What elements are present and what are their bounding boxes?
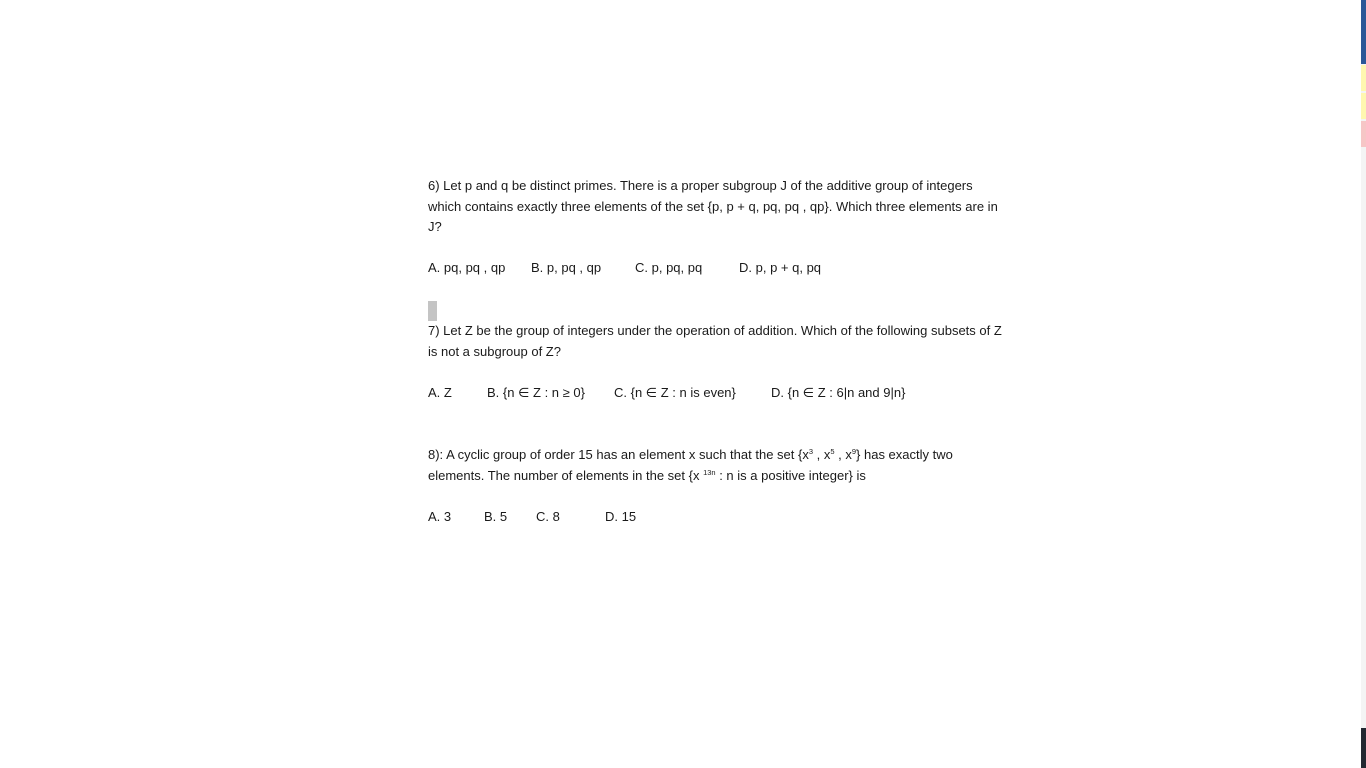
right-edge-scrollbar[interactable] bbox=[1361, 0, 1366, 768]
question-8-text bbox=[428, 445, 1008, 486]
question-8-option-d: D. 15 bbox=[605, 508, 637, 524]
question-8-exponent-5: 5 bbox=[830, 447, 835, 456]
question-6-option-d: D. p, p + q, pq bbox=[739, 260, 822, 275]
question-7-text: 7) Let Z be the group of integers under the operation of addition. Which of the following subsets of Z is not a subgroup of Z? bbox=[428, 323, 1002, 359]
question-7-option-c: C. {n ∈ Z : n is even} bbox=[614, 384, 736, 400]
question-8-text-part-1: 8): A cyclic group of order 15 has an element x such that the set {x bbox=[428, 447, 809, 462]
question-6-option-b: B. p, pq , qp bbox=[531, 260, 602, 275]
question-8-exponent-9: 9 bbox=[851, 447, 857, 456]
edge-marker-blue bbox=[1361, 0, 1366, 64]
question-8-option-b: B. 5 bbox=[484, 508, 508, 524]
question-8-exponent-13n: 13n bbox=[703, 467, 716, 477]
question-8-text-part-4: } has exactly two elements. The number of elements in the set {x bbox=[428, 447, 953, 483]
question-8-text-part-3: , x bbox=[834, 447, 852, 462]
question-7-option-d: D. {n ∈ Z : 6|n and 9|n} bbox=[771, 384, 906, 400]
edge-marker-dark bbox=[1361, 728, 1366, 768]
edge-marker-yellow bbox=[1361, 65, 1366, 91]
question-8-text-part-5: : n is a positive integer} is bbox=[715, 467, 866, 483]
question-8-exponent-3: 3 bbox=[808, 447, 813, 456]
question-8-option-c: C. 8 bbox=[536, 508, 560, 524]
question-6 bbox=[428, 176, 1008, 279]
text-cursor[interactable] bbox=[428, 301, 437, 321]
question-7-options bbox=[428, 383, 1008, 404]
edge-marker-pink bbox=[1361, 121, 1366, 147]
question-6-options bbox=[428, 258, 1008, 279]
question-8-text-part-2: , x bbox=[813, 447, 831, 462]
question-8 bbox=[428, 445, 1008, 527]
question-8-options bbox=[428, 507, 1008, 528]
question-7-option-a: A. Z bbox=[428, 384, 452, 400]
question-6-option-a: A. pq, pq , qp bbox=[428, 260, 506, 275]
question-6-text: 6) Let p and q be distinct primes. There is a proper subgroup J of the additive group of integers which contains exactly three elements of the set {p, p + q, pq, pq , qp}. Which three elements are in J? bbox=[428, 178, 998, 234]
question-7-option-b: B. {n ∈ Z : n ≥ 0} bbox=[487, 384, 585, 400]
question-8-option-a: A. 3 bbox=[428, 508, 452, 524]
question-7 bbox=[428, 321, 1008, 403]
question-6-option-c: C. p, pq, pq bbox=[635, 260, 703, 275]
edge-marker-yellow bbox=[1361, 93, 1366, 119]
document-content bbox=[428, 176, 1008, 524]
